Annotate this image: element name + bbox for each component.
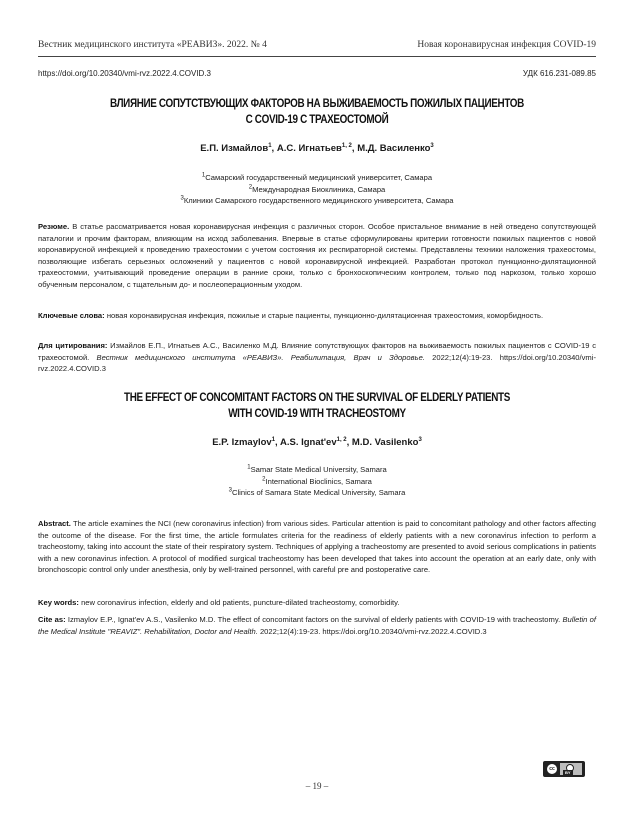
en-author-2-sup: 1, 2 [336,436,347,443]
ru-affiliation: $^3$Клиники Самарского государственного медицинского университета, Самара [180,195,454,205]
running-header [38,40,596,54]
en-affiliations [38,464,596,499]
ru-title [77,96,557,128]
ru-author-1-sup: 1 [268,142,272,149]
by-icon: BY [560,763,582,775]
ru-keywords-label: Ключевые слова: [38,311,105,320]
ru-author-1: Е.П. Измайлов [200,143,269,154]
en-affiliation: $^2$International Bioclinics, Samara [262,475,372,486]
ru-authors: Е.П. Измайлов$^1$, А.С. Игнатьев$^{1, 2}$, М.Д. Василенко$^3$ [200,142,434,154]
ru-abstract-label: Резюме. [38,222,70,231]
ru-cite-label: Для цитирования: [38,341,108,350]
ru-title-line-1: ВЛИЯНИЕ СОПУТСТВУЮЩИХ ФАКТОРОВ НА ВЫЖИВАЕМОСТЬ ПОЖИЛЫХ ПАЦИЕНТОВ [110,98,524,110]
en-keywords [38,597,596,609]
ru-citation [38,340,596,375]
en-author-2: A.S. Ignat'ev [279,437,337,448]
ru-affiliation: $^2$Международная Биоклиника, Самара [248,183,386,194]
en-author-1: E.P. Izmaylov [212,437,272,448]
article-meta [38,69,596,78]
ru-cite-journal: Вестник медицинского института «РЕАВИЗ». Реабилитация, Врач и Здоровье. [96,352,425,362]
ru-title-line-2: С COVID-19 С ТРАХЕОСТОМОЙ [245,114,389,126]
en-affiliation: $^1$Samar State Medical University, Samara [247,464,387,474]
ru-cite-tail: 2022;12(4):19-23. https://doi.org/10.20340/vmi-rvz.2022.4.COVID.3 [38,352,596,374]
en-title [77,390,557,422]
en-affiliation: $^3$Clinics of Samara State Medical University, Samara [228,487,406,497]
ru-keywords-text: новая коронавирусная инфекция, пожилые и старые пациенты, пункционно-дилятационная трахеостомия, коморбидность. [106,311,544,320]
ru-author-2-sup: 1, 2 [341,142,352,149]
cc-by-license-badge[interactable] [543,761,585,777]
en-author-3: M.D. Vasilenko [351,437,419,448]
ru-cite-text: Измайлов Е.П., Игнатьев А.С., Василенко М.Д. Влияние сопутствующих факторов на выживаемость пожилых пациентов с COVID-19 с трахеостомой. [38,341,596,362]
page-number: – 19 – [305,781,329,791]
en-title-line-2: WITH COVID-19 WITH TRACHEOSTOMY [228,408,406,420]
cc-icon: cc [546,763,558,775]
en-title-line-1: THE EFFECT OF CONCOMITANT FACTORS ON THE SURVIVAL OF ELDERLY PATIENTS [123,392,510,404]
en-author-3-sup: 3 [418,436,422,443]
ru-affiliations [38,172,596,207]
en-citation [38,614,596,637]
ru-abstract [38,221,596,291]
doi-link[interactable]: https://doi.org/10.20340/vmi-rvz.2022.4.COVID.3 [38,69,211,78]
en-abstract-label: Abstract. [38,519,71,528]
header-divider [38,56,596,57]
en-abstract-text: The article examines the NCI (new coronavirus infection) from various sides. Particular attention is paid to concomitant pathology and other factors affecting the outcome of the disease. For the first time, the article formulates criteria for the readiness of elderly patients with a new coronavirus infection to perform a tracheostomy, taking into account the state of their respiratory system. Techniques of applying a tracheostomy are presented to avoid serious complications in patients with a new coronavirus infection. A protocol of modified surgical tracheostomy has been developed that takes into account the operation at an early date, only with bronchoscopic control only under anesthesia, only by well-trained personnel, with careful pre and postoperative care. [38,519,596,575]
en-authors: E.P. Izmaylov$^1$, A.S. Ignat'ev$^{1, 2}$, M.D. Vasilenko$^3$ [212,436,422,448]
header-section: Новая коронавирусная инфекция COVID-19 [417,40,596,50]
en-cite-journal: Bulletin of the Medical Institute "REAVIZ". Rehabilitation, Doctor and Health. [38,615,596,636]
en-keywords-label: Key words: [38,598,79,607]
ru-author-3-sup: 3 [430,142,434,149]
en-keywords-text: new coronavirus infection, elderly and old patients, puncture-dilated tracheostomy, comorbidity. [81,598,400,607]
en-abstract [38,518,596,576]
ru-author-2: А.С. Игнатьев [276,143,342,154]
header-journal-issue: Вестник медицинского института «РЕАВИЗ». 2022. № 4 [38,40,267,50]
udk-code: УДК 616.231-089.85 [522,69,596,78]
en-author-1-sup: 1 [271,436,276,443]
ru-affiliation: $^1$Самарский государственный медицинский университет, Самара [201,172,433,182]
en-cite-tail: 2022;12(4):19-23. https://doi.org/10.20340/vmi-rvz.2022.4.COVID.3 [259,626,487,636]
en-cite-label: Cite as: [38,615,66,624]
ru-abstract-text: В статье рассматривается новая коронавирусная инфекция с различных сторон. Особое пристальное внимание в ней отведено сопутствующей паталогии и прочим факторам, влияющим на исход заболевания. Впервые в статье сформулированы критерии готовности пожилых пациентов с новой коронавирусной инфекцией к проведению трахеостомии с учетом состояния их респираторной системы. Представлены техники наложения трахеостомы, позволяющие избегать серьезных осложнений у пациентов с новой коронавирусной инфекцией. Разработан протокол пункционно-дилятационной трахеостомии, учитывающий проведение операции в ранние сроки, только с бронхоскопическим контролем, только под наркозом, только хорошо обученным персоналом, с тщательным до- и послеоперационным уходом. [38,222,596,289]
en-cite-text: Izmaylov E.P., Ignat'ev A.S., Vasilenko M.D. The effect of concomitant factors on the survival of elderly patients with COVID-19 with tracheostomy. [67,615,561,624]
ru-keywords [38,310,596,322]
ru-author-3: М.Д. Василенко [357,143,431,154]
